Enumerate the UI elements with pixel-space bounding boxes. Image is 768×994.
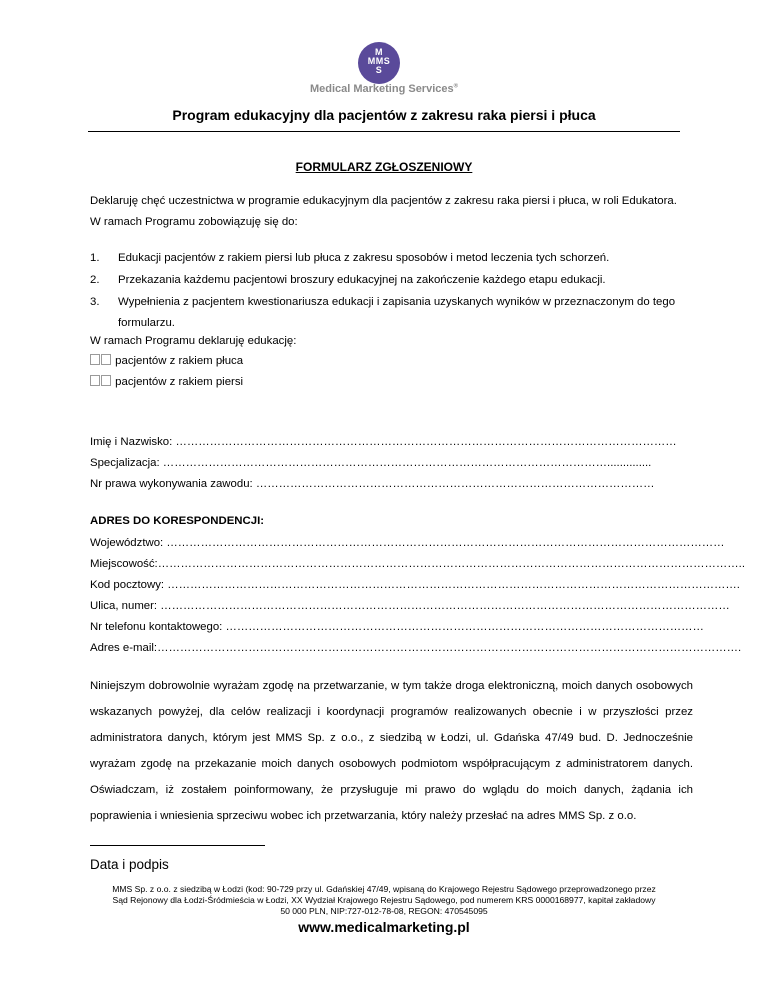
brand-name: [0, 83, 768, 95]
title-divider: [88, 131, 680, 132]
list-item-text: Przekazania każdemu pacjentowi broszury edukacyjnej na zakończenie każdego etapu edukacji.: [118, 274, 606, 286]
name-field[interactable]: Imię i Nazwisko: ……………………………………………………………………………………………………………………: [90, 436, 677, 448]
street-field[interactable]: Ulica, numer: ……………………………………………………………………………………………………………………………………: [90, 600, 730, 612]
footer-line: Sąd Rejonowy dla Łodzi-Śródmieścia w Łodzi, XX Wydział Krajowego Rejestru Sądowego, pod numerem KRS 0000168977, kapitał zakładowy: [112, 895, 656, 905]
logo-letter-bot: S: [375, 65, 383, 75]
checkbox-icon[interactable]: [101, 354, 111, 365]
form-title: FORMULARZ ZGŁOSZENIOWY: [295, 160, 473, 174]
website-link[interactable]: www.medicalmarketing.pl: [298, 919, 470, 935]
signature-label: Data i podpis: [90, 857, 169, 872]
logo-letter-mid: MMS: [367, 56, 391, 66]
checkbox-icon[interactable]: [90, 354, 100, 365]
consent-paragraph: Niniejszym dobrowolnie wyrażam zgodę na przetwarzanie, w tym także droga elektroniczną, moich danych osobowych wskazanych powyżej, dla celów realizacji i koordynacji programów realizowanych obecnie i w przyszłości przez administratora danych, którym jest MMS Sp. z o.o., z siedzibą w Łodzi, ul. Gdańska 47/49 bud. D. Jednocześnie wyrażam zgodę na przekazanie moich danych osobowych podmiotom współpracującym z administratorem danych. Oświadczam, iż zostałem poinformowany, że przysługuje mi prawo do wglądu do moich danych, żądania ich poprawienia i wniesienia sprzeciwu wobec ich przetwarzania, który należy przesłać na adres MMS Sp. z o.o.: [90, 680, 693, 822]
license-number-field[interactable]: Nr prawa wykonywania zawodu: ……………………………………………………………………………………………: [90, 478, 655, 490]
option-label: pacjentów z rakiem piersi: [115, 376, 244, 388]
page-title: Program edukacyjny dla pacjentów z zakresu raka piersi i płuca: [172, 107, 596, 123]
option-lung[interactable]: [90, 351, 243, 372]
email-field[interactable]: Adres e-mail:……………………………………………………………………………………………………………………………………….: [90, 642, 742, 654]
signature-line: [90, 845, 265, 846]
province-field[interactable]: Województwo: …………………………………………………………………………………………………………………………………: [90, 537, 725, 549]
logo-letter-top: M: [375, 47, 383, 57]
registered-mark: ®: [453, 83, 459, 90]
option-breast[interactable]: [90, 372, 243, 393]
list-item-text: Wypełnienia z pacjentem kwestionariusza edukacji i zapisania uzyskanych wyników w przeznaczonym do tego formularzu.: [118, 296, 676, 329]
phone-field[interactable]: Nr telefonu kontaktowego: ………………………………………………………………………………………………………………: [90, 621, 704, 633]
company-footer: [88, 884, 680, 917]
postal-code-field[interactable]: Kod pocztowy: …………………………………………………………………………………………………………………………………….: [90, 579, 740, 591]
checkbox-icon[interactable]: [101, 375, 111, 386]
footer-line: 50 000 PLN, NIP:727-012-78-08, REGON: 470545095: [280, 906, 488, 916]
city-field[interactable]: Miejscowość:………………………………………………………………………………………………………………………………………..: [90, 558, 745, 570]
address-heading: ADRES DO KORESPONDENCJI:: [90, 515, 265, 527]
option-label: pacjentów z rakiem płuca: [112, 355, 244, 367]
specialization-field[interactable]: Specjalizacja: ………………………………………………………………………………………………………..............: [90, 457, 652, 469]
logo-text: [358, 48, 400, 75]
checkbox-icon[interactable]: [90, 375, 100, 386]
list-item-number: 2.: [90, 274, 100, 286]
list-item-number: 1.: [90, 252, 100, 264]
mms-logo: [358, 42, 400, 84]
intro-paragraph: Deklaruję chęć uczestnictwa w programie edukacyjnym dla pacjentów z zakresu raka piersi i płuca, w roli Edukatora. W ramach Programu zobowiązuję się do:: [90, 195, 677, 228]
declare-label: W ramach Programu deklaruję edukację:: [90, 335, 297, 347]
list-item-text: Edukacji pacjentów z rakiem piersi lub płuca z zakresu sposobów i metod leczenia tych schorzeń.: [118, 252, 610, 264]
brand-text: Medical Marketing Services: [309, 83, 454, 95]
list-item-number: 3.: [90, 296, 100, 308]
footer-line: MMS Sp. z o.o. z siedzibą w Łodzi (kod: 90-729 przy ul. Gdańskiej 47/49, wpisaną do Krajowego Rejestru Sądowego przeprowadzonego przez: [112, 884, 656, 894]
